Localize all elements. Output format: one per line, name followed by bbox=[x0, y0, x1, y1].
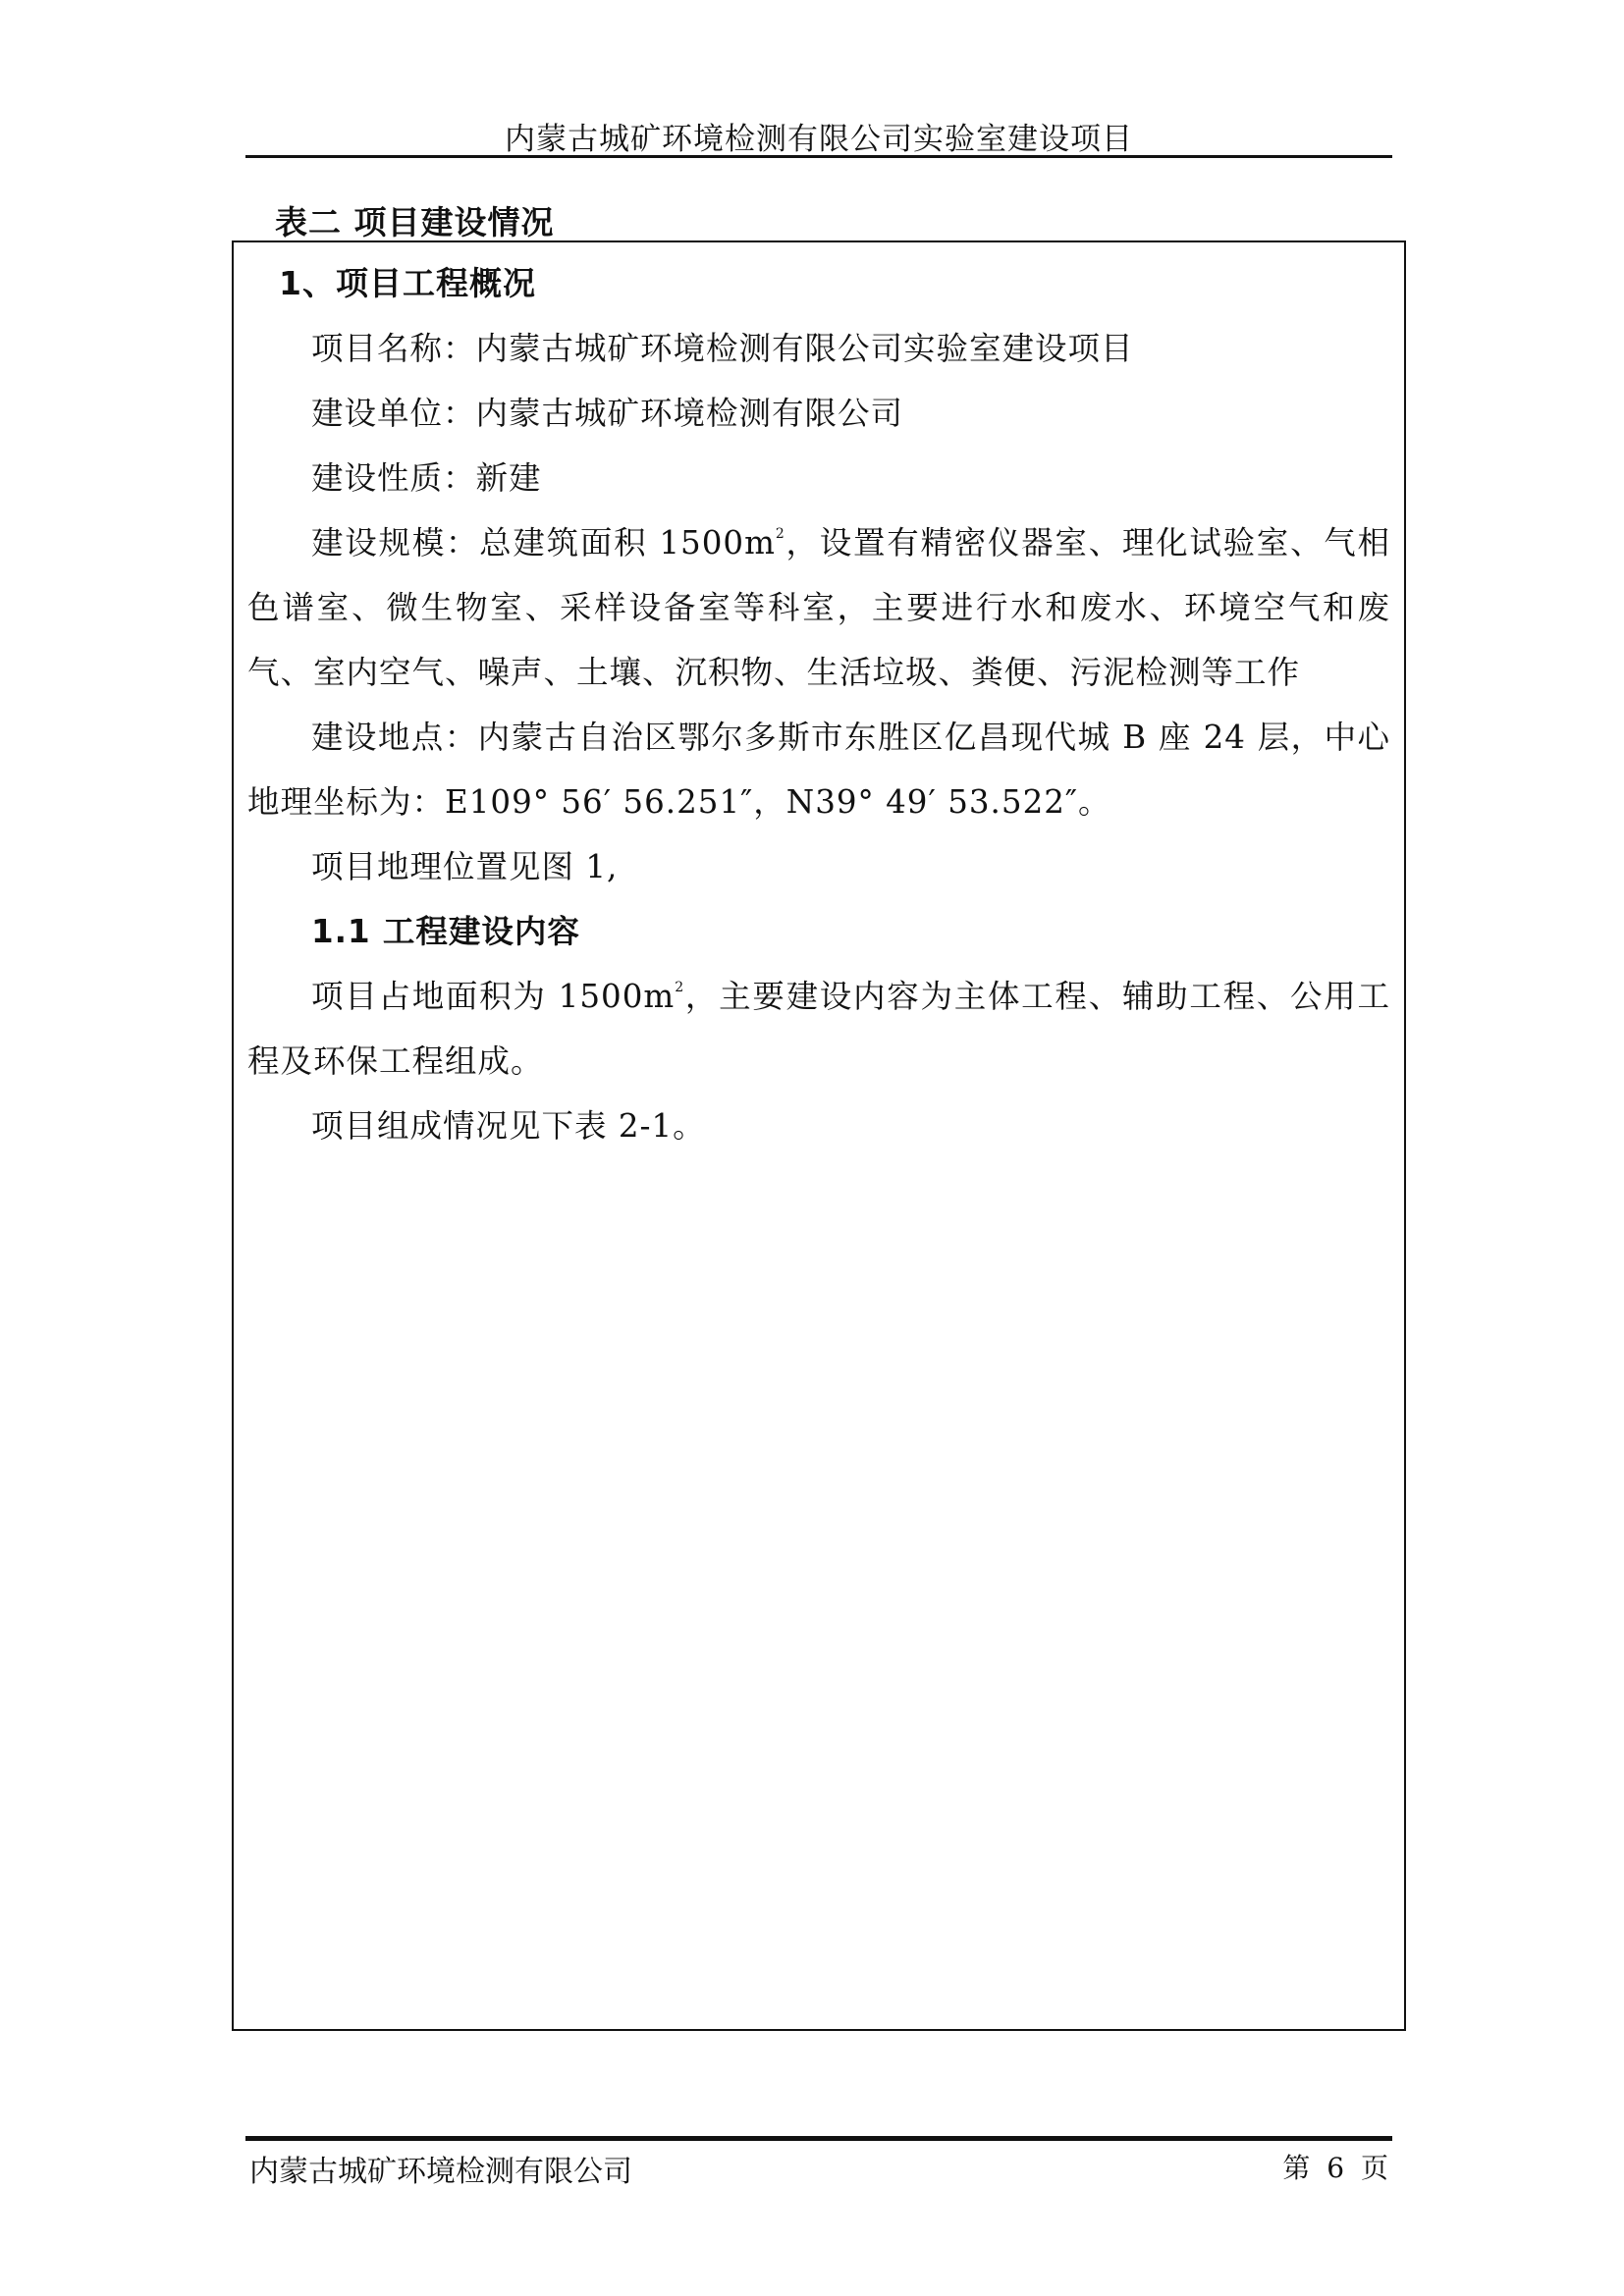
map-reference: 项目地理位置见图 1, bbox=[311, 848, 619, 885]
section-body bbox=[247, 316, 1390, 1158]
section-heading: 1、项目工程概况 bbox=[279, 264, 536, 302]
area-superscript: 2 bbox=[675, 980, 685, 995]
nature-line: 建设性质：新建 bbox=[311, 459, 542, 497]
scale-paragraph bbox=[247, 510, 1390, 705]
table-reference: 项目组成情况见下表 2-1。 bbox=[311, 1107, 706, 1145]
area-prefix: 项目占地面积为 1500m bbox=[311, 978, 676, 1015]
scale-rest: ，设置有精密仪器室、理化试验室、气相色谱室、微生物室、采样设备室等科室，主要进行水和废水、环境空气和废气、室内空气、噪声、土壤、沉积物、生活垃圾、粪便、污泥检测等工作 bbox=[247, 524, 1390, 691]
page-header-title: 内蒙古城矿环境检测有限公司实验室建设项目 bbox=[505, 122, 1133, 157]
area-paragraph bbox=[247, 964, 1390, 1094]
builder-line: 建设单位：内蒙古城矿环境检测有限公司 bbox=[311, 395, 904, 432]
table-caption: 表二 项目建设情况 bbox=[275, 203, 555, 241]
header-divider bbox=[245, 155, 1392, 158]
footer-company: 内蒙古城矿环境检测有限公司 bbox=[249, 2155, 632, 2189]
project-name-line: 项目名称：内蒙古城矿环境检测有限公司实验室建设项目 bbox=[311, 330, 1134, 367]
area-rest: ，主要建设内容为主体工程、辅助工程、公用工程及环保工程组成。 bbox=[247, 978, 1390, 1080]
page-number: 第 6 页 bbox=[1282, 2152, 1392, 2184]
scale-superscript: 2 bbox=[775, 526, 785, 542]
subsection-heading: 1.1 工程建设内容 bbox=[311, 913, 580, 950]
location-paragraph: 建设地点：内蒙古自治区鄂尔多斯市东胜区亿昌现代城 B 座 24 层，中心地理坐标为：E109° 56′ 56.251″，N39° 49′ 53.522″。 bbox=[247, 719, 1390, 821]
footer-divider bbox=[245, 2136, 1392, 2141]
scale-prefix: 建设规模：总建筑面积 1500m bbox=[311, 524, 776, 561]
